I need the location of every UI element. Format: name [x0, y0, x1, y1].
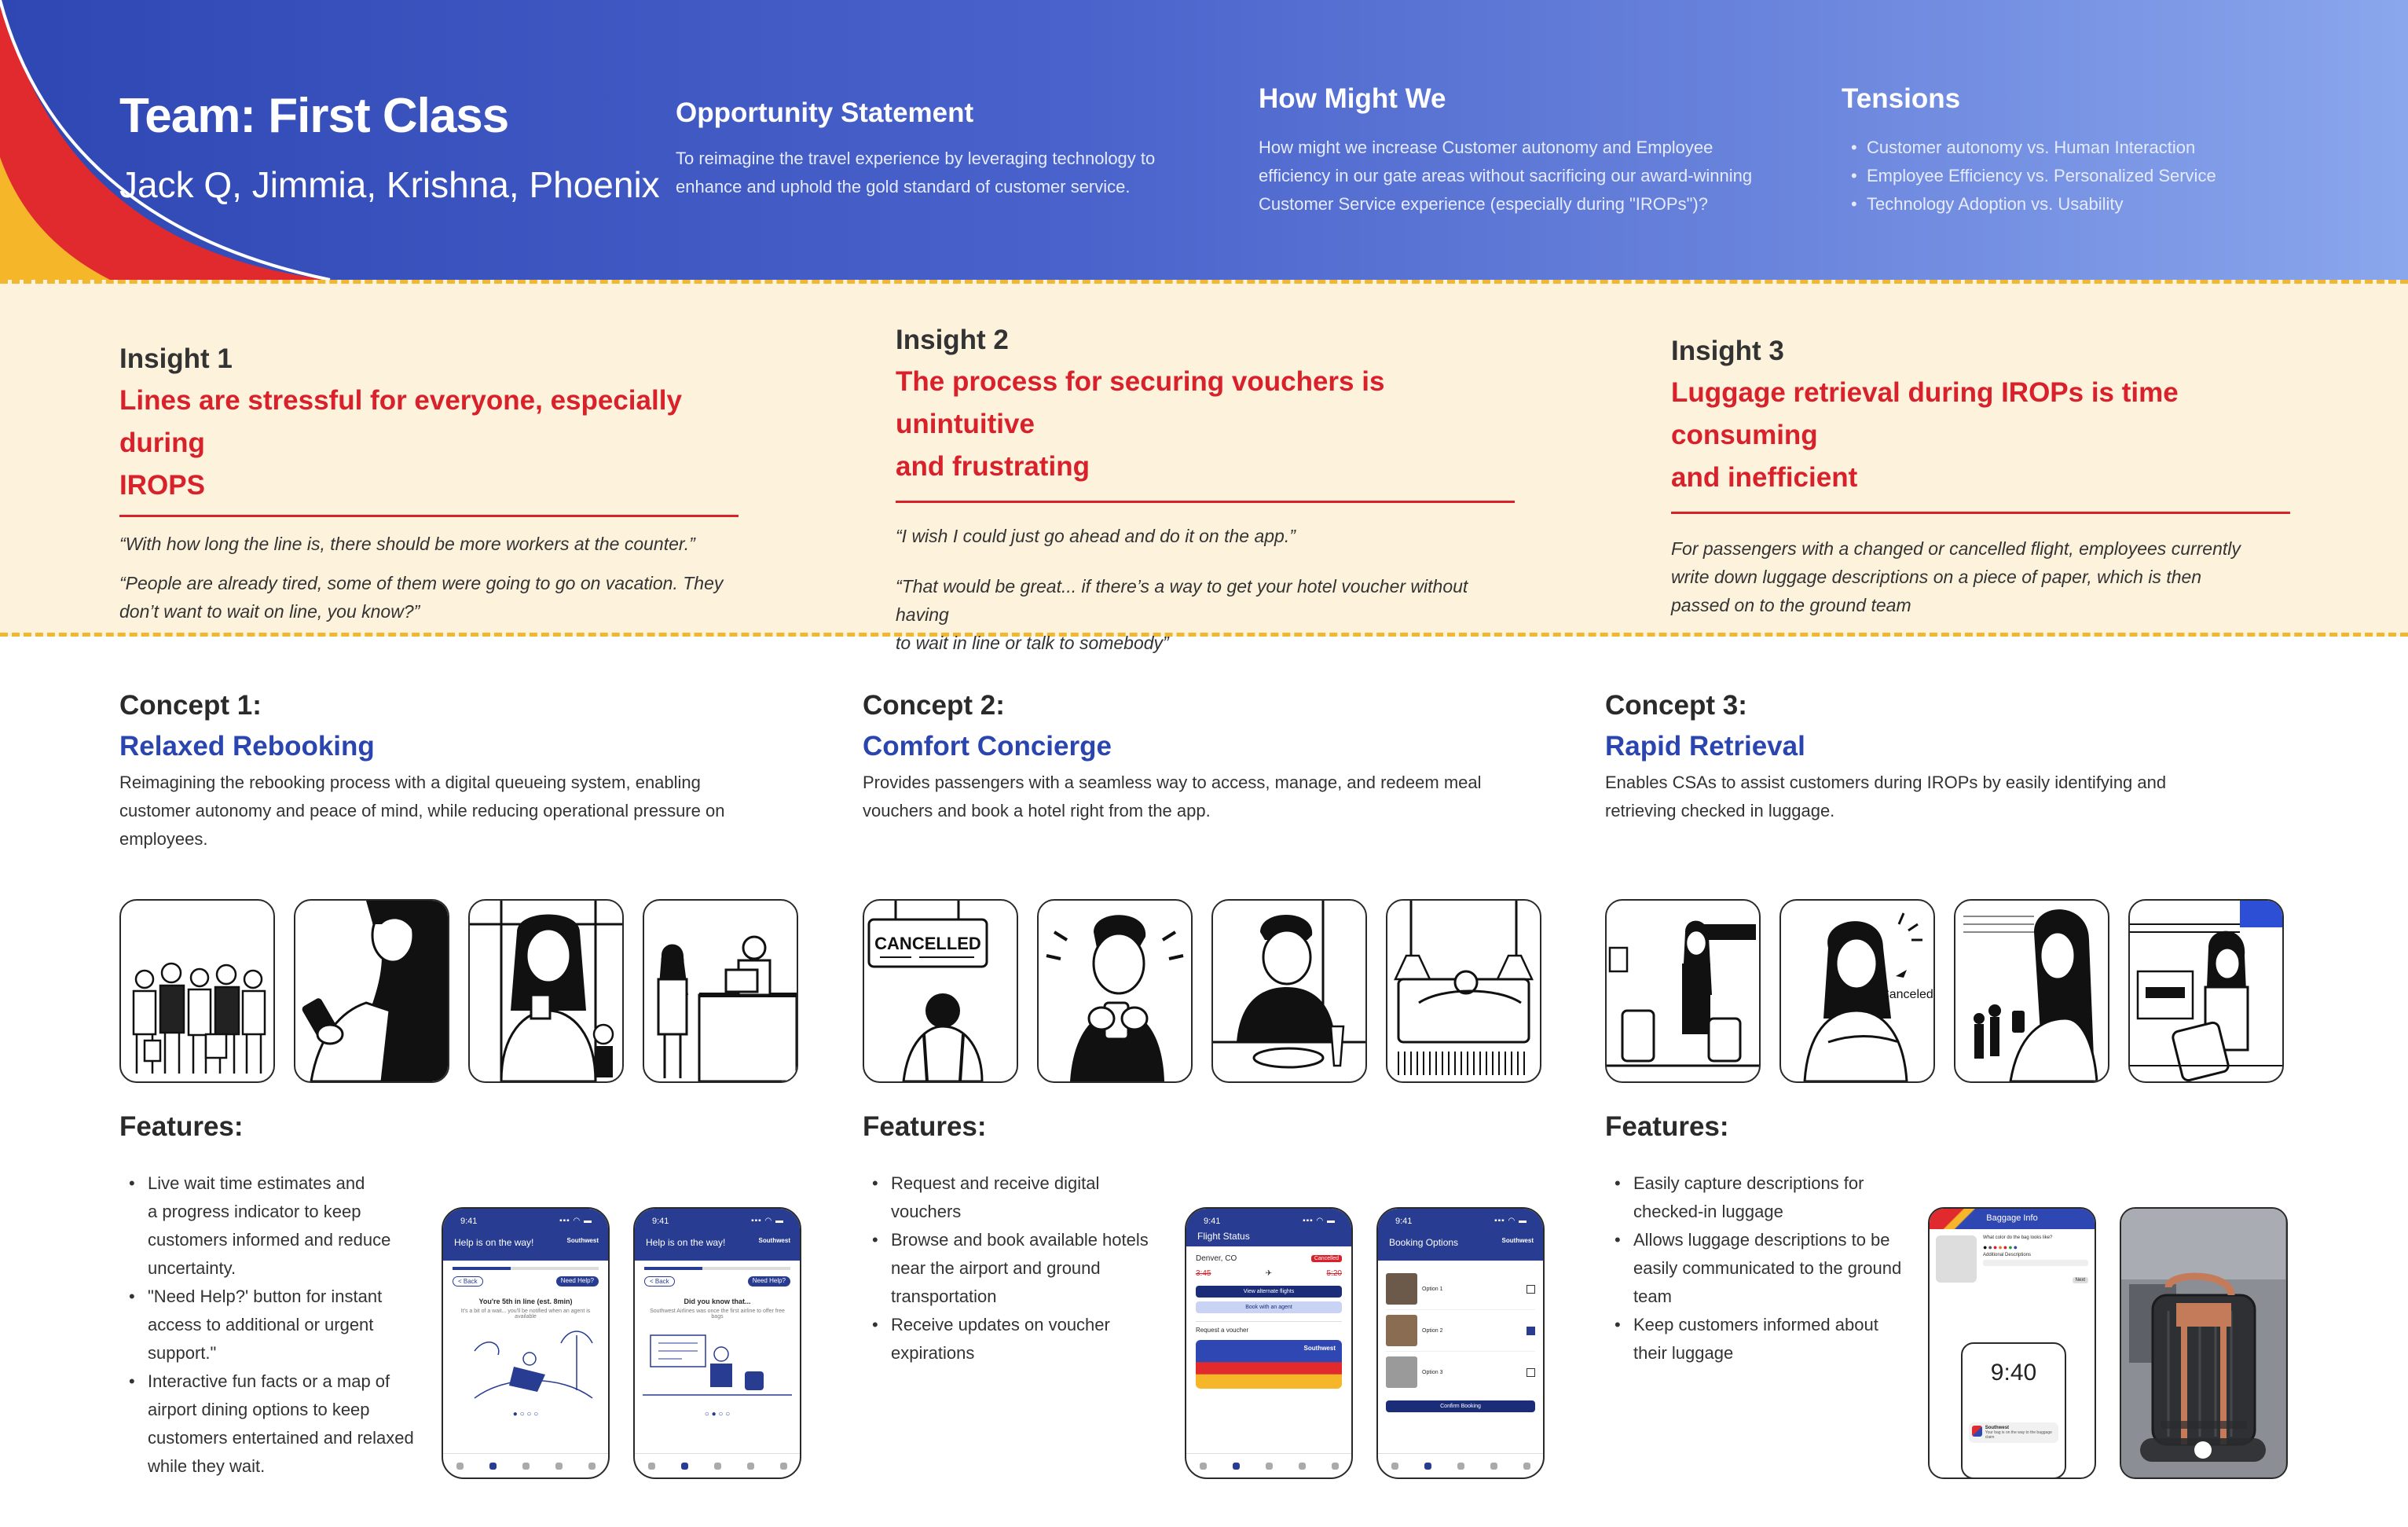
- queue-position: You're 5th in line (est. 8min): [478, 1298, 573, 1305]
- tension-item: • Technology Adoption vs. Usability: [1842, 190, 2344, 218]
- quote-line: write down luggage descriptions on a piece of paper, which is then: [1671, 567, 2202, 587]
- tab-icon[interactable]: [456, 1463, 464, 1470]
- phone-header: [1186, 1209, 1351, 1246]
- fun-fact-title: Did you know that...: [684, 1298, 751, 1305]
- lounge-illustration: [635, 1320, 799, 1406]
- header-banner: [0, 0, 2408, 280]
- tab-icon[interactable]: [1266, 1463, 1273, 1470]
- opportunity-line: To reimagine the travel experience by leveraging technology to: [676, 149, 1156, 168]
- desc-line: employees.: [119, 829, 208, 849]
- signal-icon: ▪▪▪ ◠ ▬: [559, 1217, 592, 1225]
- hotel-photo: [1386, 1315, 1417, 1346]
- concept-name: Relaxed Rebooking: [119, 731, 375, 762]
- screen-title: Help is on the way!: [454, 1237, 534, 1248]
- concept-1: [119, 690, 826, 853]
- insight-quote: [896, 572, 1515, 657]
- illustration-man-eating: [1211, 899, 1367, 1083]
- feature-line: • "Need Help?' button for instant: [148, 1287, 383, 1306]
- quote-line: to wait in line or talk to somebody”: [896, 633, 1169, 653]
- phone-header: [635, 1209, 800, 1261]
- illustration-frustrated-man: [1037, 899, 1193, 1083]
- illustration-coffee-relax: [468, 899, 624, 1083]
- cancelled-badge: Cancelled: [1311, 1255, 1342, 1262]
- feature-item: [1605, 1311, 1919, 1367]
- status-time: 9:41: [460, 1217, 478, 1226]
- notification-body: Your bag is on the way to the baggage claim: [1985, 1430, 2052, 1440]
- hotel-photo: [1386, 1356, 1417, 1388]
- feature-line: expirations: [891, 1343, 975, 1363]
- brand-logo: Southwest: [566, 1237, 599, 1244]
- insight-quote: [119, 530, 739, 558]
- progress-bar: [453, 1267, 599, 1270]
- feature-line: while they wait.: [148, 1456, 266, 1476]
- feature-line: their luggage: [1633, 1343, 1734, 1363]
- tab-icon[interactable]: [489, 1463, 497, 1470]
- feature-item: [119, 1367, 434, 1481]
- hmw-line: How might we increase Customer autonomy and Employee: [1259, 138, 1713, 157]
- illustration-agent-counter: [643, 899, 798, 1083]
- phone-header: [1378, 1209, 1543, 1261]
- insight-label: Insight 2: [896, 325, 1009, 355]
- concept-label: Concept 2:: [863, 690, 1005, 721]
- illustration-rolling-suitcase: [2128, 899, 2284, 1083]
- insight-2: [896, 325, 1515, 657]
- insight-quote: [1671, 534, 2290, 619]
- tab-icon[interactable]: [780, 1463, 787, 1470]
- beach-illustration: [443, 1320, 607, 1406]
- quote-line: don’t want to wait on line, you know?”: [119, 601, 420, 622]
- screen-title: Booking Options: [1389, 1237, 1459, 1248]
- phone-mockup-flight-status: [1185, 1207, 1353, 1479]
- feature-line: • Receive updates on voucher: [891, 1315, 1110, 1334]
- feature-line: easily communicated to the ground: [1633, 1258, 1902, 1278]
- additional-label: Additional Descriptions: [1983, 1253, 2032, 1257]
- tab-icon[interactable]: [1490, 1463, 1497, 1470]
- need-help-button[interactable]: Need Help?: [748, 1276, 790, 1287]
- hotel-options: [1386, 1268, 1535, 1393]
- device-mockup-baggage-info: [1928, 1207, 2096, 1479]
- insight-title-line: and inefficient: [1671, 462, 1858, 493]
- features-list: [1605, 1169, 1919, 1367]
- insight-divider: [896, 501, 1515, 503]
- insight-title-line: and frustrating: [896, 451, 1090, 482]
- concept-description: [119, 769, 826, 853]
- baggage-form: [1930, 1229, 2095, 1291]
- app-icon: [1972, 1426, 1982, 1437]
- feature-item: [1605, 1226, 1919, 1311]
- desc-line: customer autonomy and peace of mind, while reducing operational pressure on: [119, 801, 725, 820]
- insight-quote: [896, 522, 1515, 550]
- feature-line: team: [1633, 1287, 1672, 1306]
- concept-name: Rapid Retrieval: [1605, 731, 1805, 762]
- hotel-photo: [1386, 1273, 1417, 1305]
- concept-2: [863, 690, 1570, 825]
- insight-label: Insight 3: [1671, 336, 1784, 366]
- tab-icon[interactable]: [1299, 1463, 1306, 1470]
- illustration-phone-user: [294, 899, 449, 1083]
- insight-3: [1671, 336, 2290, 619]
- feature-line: transportation: [891, 1287, 997, 1306]
- desc-line: Enables CSAs to assist customers during IROPs by easily identifying and: [1605, 773, 2167, 792]
- insight-divider: [119, 515, 739, 517]
- screen-title: Help is on the way!: [646, 1237, 726, 1248]
- screen-title: Flight Status: [1197, 1231, 1250, 1242]
- checkbox[interactable]: [1527, 1285, 1535, 1294]
- features-heading: Features:: [119, 1111, 244, 1142]
- tension-item: • Employee Efficiency vs. Personalized Service: [1842, 162, 2344, 190]
- tab-icon[interactable]: [1457, 1463, 1464, 1470]
- tab-icon[interactable]: [1391, 1463, 1398, 1470]
- insight-title: [119, 380, 739, 507]
- tab-icon[interactable]: [1200, 1463, 1207, 1470]
- illustration-baggage-claim: [1605, 899, 1761, 1083]
- color-question: What color do the bag looks like?: [1983, 1235, 2053, 1240]
- canceled-label: Canceled: [1880, 988, 1933, 1001]
- illustration-hotel-bed: [1386, 899, 1541, 1083]
- features-heading: Features:: [1605, 1111, 1729, 1142]
- insights-band: [0, 280, 2408, 653]
- insight-title: [896, 361, 1515, 488]
- checkbox-checked[interactable]: [1527, 1327, 1535, 1335]
- tensions-heading: Tensions: [1842, 83, 1961, 114]
- brand-logo: Southwest: [758, 1237, 790, 1244]
- tab-icon[interactable]: [1233, 1463, 1240, 1470]
- back-button[interactable]: < Back: [453, 1276, 483, 1287]
- feature-line: • Allows luggage descriptions to be: [1633, 1230, 1890, 1250]
- screen-title: Baggage Info: [1986, 1213, 2038, 1223]
- need-help-button[interactable]: Need Help?: [556, 1276, 599, 1287]
- concept-label: Concept 3:: [1605, 690, 1747, 721]
- tab-icon[interactable]: [648, 1463, 655, 1470]
- feature-line: customers informed and reduce: [148, 1230, 391, 1250]
- quote-line: “With how long the line is, there should be more workers at the counter.”: [119, 534, 695, 554]
- queue-message: It's a bit of a wait... you'll be notified when an agent is available: [460, 1309, 591, 1320]
- hotel-option[interactable]: [1386, 1352, 1535, 1393]
- description-input[interactable]: [1983, 1260, 2088, 1266]
- hotel-option[interactable]: [1386, 1268, 1535, 1310]
- quote-line: “That would be great... if there’s a way to get your hotel voucher without having: [896, 576, 1468, 625]
- feature-line: support.": [148, 1343, 217, 1363]
- color-swatches[interactable]: ●●●●●●●: [1983, 1243, 2019, 1251]
- illustration-canceled-notice: [1779, 899, 1935, 1083]
- page-dots: ● ○ ○ ○: [512, 1410, 539, 1419]
- signal-icon: ▪▪▪ ◠ ▬: [1494, 1217, 1527, 1225]
- feature-line: a progress indicator to keep: [148, 1202, 361, 1221]
- lock-screen-clock: 9:40: [1990, 1360, 2037, 1386]
- illustration-waiting-line: [119, 899, 275, 1083]
- brand-logo: Southwest: [1501, 1237, 1534, 1244]
- book-agent-button[interactable]: Book with an agent: [1196, 1301, 1342, 1313]
- concept-name: Comfort Concierge: [863, 731, 1112, 762]
- tab-icon[interactable]: [714, 1463, 721, 1470]
- notification-title: Southwest: [1985, 1426, 2010, 1430]
- feature-item: [1605, 1169, 1919, 1226]
- insight-label: Insight 1: [119, 343, 233, 374]
- hotel-name: Option 3: [1422, 1369, 1443, 1375]
- next-button[interactable]: Next: [2073, 1277, 2088, 1283]
- desc-line: Reimagining the rebooking process with a digital queueing system, enabling: [119, 773, 701, 792]
- request-voucher-link[interactable]: Request a voucher: [1196, 1321, 1342, 1334]
- voucher-card[interactable]: [1196, 1340, 1342, 1389]
- desc-line: Provides passengers with a seamless way to access, manage, and redeem meal: [863, 773, 1482, 792]
- tab-icon[interactable]: [588, 1463, 596, 1470]
- concept-description: [863, 769, 1570, 825]
- insight-title: [1671, 372, 2290, 499]
- status-time: 9:41: [1204, 1217, 1221, 1226]
- opportunity-heading: Opportunity Statement: [676, 97, 974, 128]
- feature-item: [119, 1283, 434, 1367]
- desc-line: retrieving checked in luggage.: [1605, 801, 1835, 820]
- quote-line: “I wish I could just go ahead and do it on the app.”: [896, 526, 1296, 546]
- tab-icon[interactable]: [1523, 1463, 1530, 1470]
- insight-title-line: Luggage retrieval during IROPs is time consuming: [1671, 377, 2179, 450]
- concept-label: Concept 1:: [119, 690, 262, 721]
- feature-line: uncertainty.: [148, 1258, 236, 1278]
- concept-description: [1605, 769, 2312, 825]
- tension-item: • Customer autonomy vs. Human Interaction: [1842, 134, 2344, 162]
- feature-item: [863, 1226, 1177, 1311]
- features-list: [119, 1169, 434, 1481]
- feature-item: [863, 1169, 1177, 1226]
- phone-mockup-queue-status: [442, 1207, 610, 1479]
- camera-capture-photo: [2120, 1207, 2288, 1479]
- device-header: [1930, 1209, 2095, 1229]
- feature-line: near the airport and ground: [891, 1258, 1101, 1278]
- insight-title-line: The process for securing vouchers is unintuitive: [896, 366, 1385, 439]
- phone-header: [443, 1209, 608, 1261]
- back-button[interactable]: < Back: [644, 1276, 675, 1287]
- new-time: 5:20: [1326, 1269, 1342, 1278]
- page-dots: ○ ● ○ ○: [704, 1410, 731, 1419]
- confirm-booking-button[interactable]: Confirm Booking: [1386, 1400, 1535, 1412]
- opportunity-statement: [676, 97, 1210, 201]
- feature-line: airport dining options to keep: [148, 1400, 370, 1419]
- tab-bar: [635, 1453, 800, 1477]
- illustration-cancelled-board: [863, 899, 1018, 1083]
- tab-icon[interactable]: [555, 1463, 563, 1470]
- city: Denver, CO: [1196, 1254, 1237, 1263]
- luggage-notification[interactable]: [1969, 1422, 2058, 1443]
- fun-fact-body: Southwest Airlines was once the first airline to offer free bags: [650, 1309, 785, 1320]
- tensions: [1842, 83, 2344, 218]
- plane-icon: ✈: [1265, 1269, 1273, 1278]
- how-might-we: [1259, 83, 1809, 218]
- tab-bar: [1378, 1453, 1543, 1477]
- insight-quote: [119, 569, 739, 626]
- tab-icon[interactable]: [522, 1463, 530, 1470]
- hmw-body: [1259, 134, 1809, 218]
- features-heading: Features:: [863, 1111, 987, 1142]
- tab-icon[interactable]: [747, 1463, 754, 1470]
- progress-bar: [644, 1267, 790, 1270]
- hotel-name: Option 2: [1422, 1327, 1443, 1334]
- signal-icon: ▪▪▪ ◠ ▬: [751, 1217, 784, 1225]
- insight-1: [119, 343, 739, 626]
- phone-mockup-fun-facts: [633, 1207, 801, 1479]
- team-members: Jack Q, Jimmia, Krishna, Phoenix: [119, 164, 660, 205]
- tensions-list: [1842, 134, 2344, 218]
- tab-bar: [443, 1453, 608, 1477]
- hmw-line: efficiency in our gate areas without sacrificing our award-winning: [1259, 166, 1753, 185]
- view-flights-button[interactable]: View alternate flights: [1196, 1286, 1342, 1298]
- status-time: 9:41: [1395, 1217, 1413, 1226]
- insight-title-line: Lines are stressful for everyone, especially during: [119, 385, 682, 458]
- signal-icon: ▪▪▪ ◠ ▬: [1303, 1217, 1336, 1225]
- lock-screen-phone: [1961, 1342, 2066, 1479]
- hotel-option[interactable]: [1386, 1310, 1535, 1352]
- feature-line: • Live wait time estimates and: [148, 1173, 365, 1193]
- hmw-line: Customer Service experience (especially during "IROPs")?: [1259, 194, 1708, 214]
- feature-line: • Keep customers informed about: [1633, 1315, 1878, 1334]
- feature-line: • Interactive fun facts or a map of: [148, 1371, 390, 1391]
- card-brand: Southwest: [1303, 1345, 1336, 1352]
- opportunity-line: enhance and uphold the gold standard of customer service.: [676, 177, 1131, 196]
- tab-icon[interactable]: [1424, 1463, 1431, 1470]
- insight-title-line: IROPS: [119, 470, 205, 501]
- insight-divider: [1671, 512, 2290, 514]
- cancelled-sign-text: CANCELLED: [874, 934, 981, 953]
- feature-line: access to additional or urgent: [148, 1315, 374, 1334]
- feature-line: • Browse and book available hotels: [891, 1230, 1149, 1250]
- old-time: 3:45: [1196, 1269, 1211, 1278]
- quote-line: passed on to the ground team: [1671, 595, 1911, 615]
- desc-line: vouchers and book a hotel right from the app.: [863, 801, 1211, 820]
- tab-icon[interactable]: [1332, 1463, 1339, 1470]
- features-list: [863, 1169, 1177, 1367]
- hmw-heading: How Might We: [1259, 83, 1446, 114]
- status-time: 9:41: [652, 1217, 669, 1226]
- feature-line: vouchers: [891, 1202, 962, 1221]
- concept-3: [1605, 690, 2312, 825]
- opportunity-body: [676, 145, 1210, 201]
- quote-line: “People are already tired, some of them were going to go on vacation. They: [119, 573, 724, 593]
- illustration-woman-phone: [1954, 899, 2109, 1083]
- team-title: Team: First Class: [119, 89, 509, 143]
- feature-line: • Request and receive digital: [891, 1173, 1100, 1193]
- phone-mockup-booking-options: [1376, 1207, 1545, 1479]
- feature-item: [119, 1169, 434, 1283]
- bag-photo: [1936, 1235, 1977, 1283]
- feature-line: customers entertained and relaxed: [148, 1428, 414, 1448]
- hotel-name: Option 1: [1422, 1286, 1443, 1292]
- tab-icon[interactable]: [681, 1463, 688, 1470]
- feature-line: checked-in luggage: [1633, 1202, 1783, 1221]
- quote-line: For passengers with a changed or cancelled flight, employees currently: [1671, 538, 2241, 559]
- checkbox[interactable]: [1527, 1368, 1535, 1377]
- tab-bar: [1186, 1453, 1351, 1477]
- feature-item: [863, 1311, 1177, 1367]
- feature-line: • Easily capture descriptions for: [1633, 1173, 1864, 1193]
